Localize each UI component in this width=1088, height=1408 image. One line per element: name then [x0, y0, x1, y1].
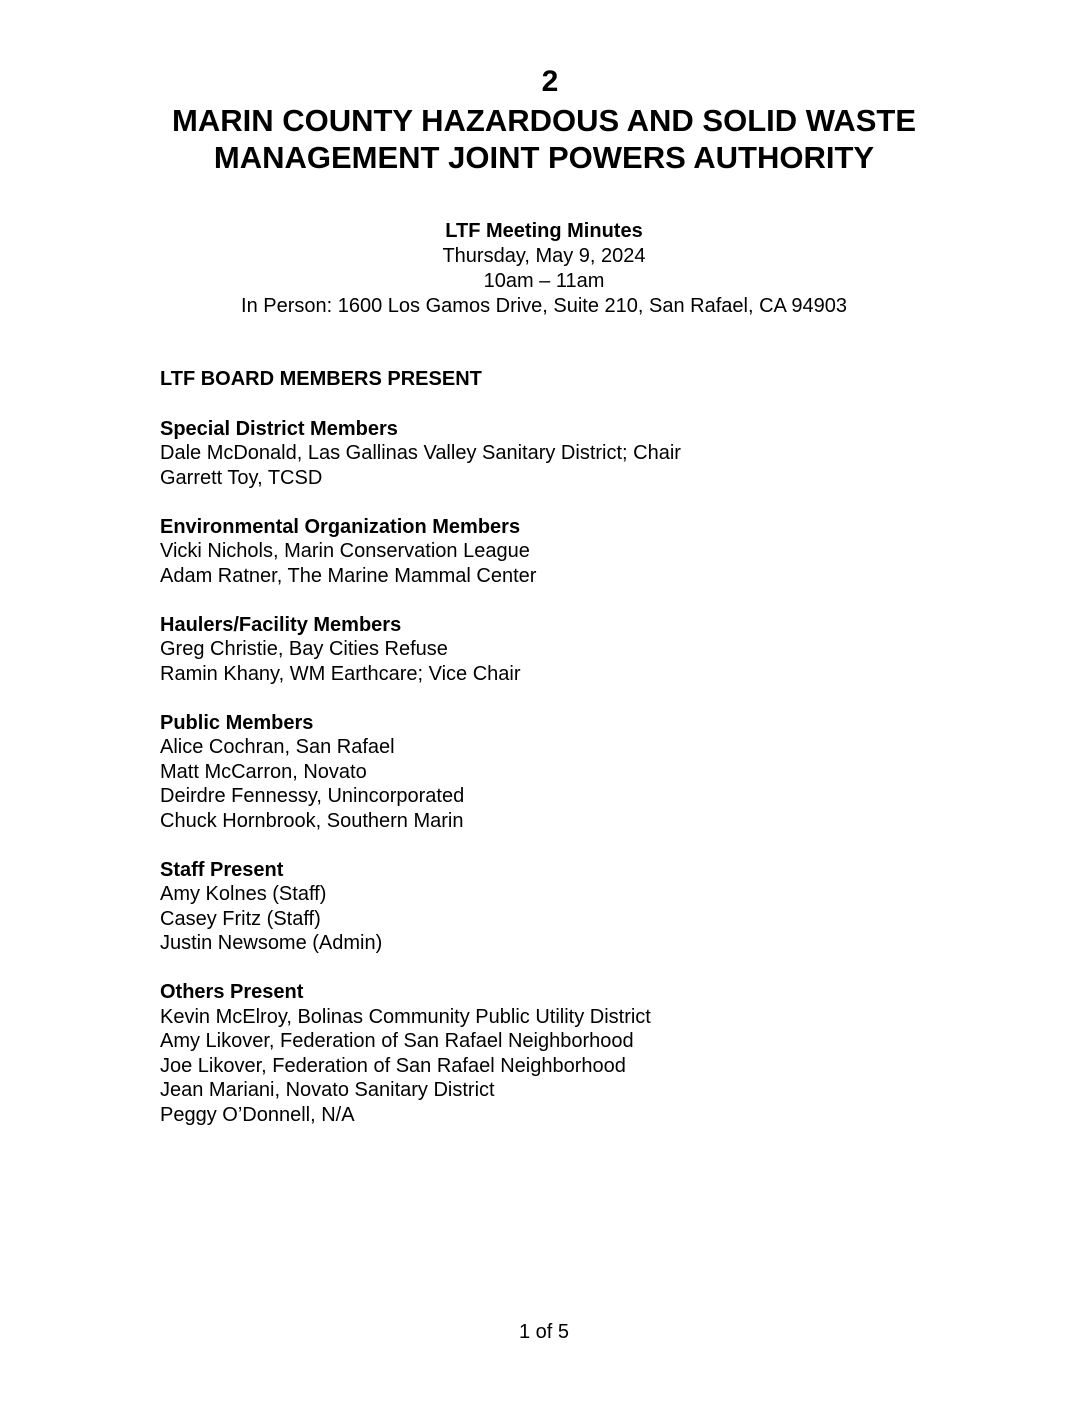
group-heading: Environmental Organization Members [160, 515, 521, 538]
title-line: MARIN COUNTY HAZARDOUS AND SOLID WASTE [172, 103, 916, 138]
member-entry: Justin Newsome (Admin) [160, 932, 383, 954]
member-group-public [160, 711, 1020, 834]
member-group-special-district [160, 417, 1020, 491]
member-entry: Ramin Khany, WM Earthcare; Vice Chair [160, 662, 521, 685]
member-entry: Chuck Hornbrook, Southern Marin [160, 809, 464, 832]
member-entry: Garrett Toy, TCSD [160, 466, 323, 489]
section-title: LTF BOARD MEMBERS PRESENT [160, 368, 482, 390]
member-entry: Amy Likover, Federation of San Rafael Neighborhood [160, 1030, 634, 1052]
member-entry: Casey Fritz (Staff) [160, 907, 321, 930]
member-entry: Greg Christie, Bay Cities Refuse [160, 638, 448, 660]
group-heading: Others Present [160, 981, 304, 1003]
group-heading: Haulers/Facility Members [160, 613, 402, 636]
member-entry: Kevin McElroy, Bolinas Community Public Utility District [160, 1005, 651, 1028]
member-entry: Alice Cochran, San Rafael [160, 736, 395, 758]
group-heading: Special District Members [160, 417, 398, 440]
attendance-section [160, 367, 1020, 1152]
member-entry: Adam Ratner, The Marine Mammal Center [160, 564, 537, 587]
member-group-staff [160, 858, 1020, 956]
meeting-location: In Person: 1600 Los Gamos Drive, Suite 210, San Rafael, CA 94903 [241, 295, 847, 317]
member-entry: Deirdre Fennessy, Unincorporated [160, 785, 465, 807]
member-entry: Matt McCarron, Novato [160, 760, 367, 783]
title-line: MANAGEMENT JOINT POWERS AUTHORITY [213, 140, 875, 175]
member-group-environmental [160, 515, 1020, 589]
agenda-item-number: 2 [541, 65, 559, 98]
member-entry: Jean Mariani, Novato Sanitary District [160, 1079, 495, 1101]
group-heading: Public Members [160, 711, 314, 734]
meeting-heading: LTF Meeting Minutes [445, 220, 643, 242]
member-entry: Peggy O’Donnell, N/A [160, 1103, 355, 1126]
member-group-others [160, 980, 1020, 1127]
member-entry: Amy Kolnes (Staff) [160, 883, 327, 905]
member-entry: Vicki Nichols, Marin Conservation League [160, 540, 530, 562]
meeting-info [0, 219, 1088, 319]
page-number: 1 of 5 [518, 1321, 570, 1343]
document-title [0, 102, 1088, 176]
member-group-haulers-facility [160, 613, 1020, 687]
member-entry: Dale McDonald, Las Gallinas Valley Sanitary District; Chair [160, 442, 681, 464]
member-entry: Joe Likover, Federation of San Rafael Neighborhood [160, 1054, 626, 1077]
meeting-time: 10am – 11am [483, 270, 605, 292]
group-heading: Staff Present [160, 858, 284, 881]
meeting-date: Thursday, May 9, 2024 [442, 245, 646, 267]
